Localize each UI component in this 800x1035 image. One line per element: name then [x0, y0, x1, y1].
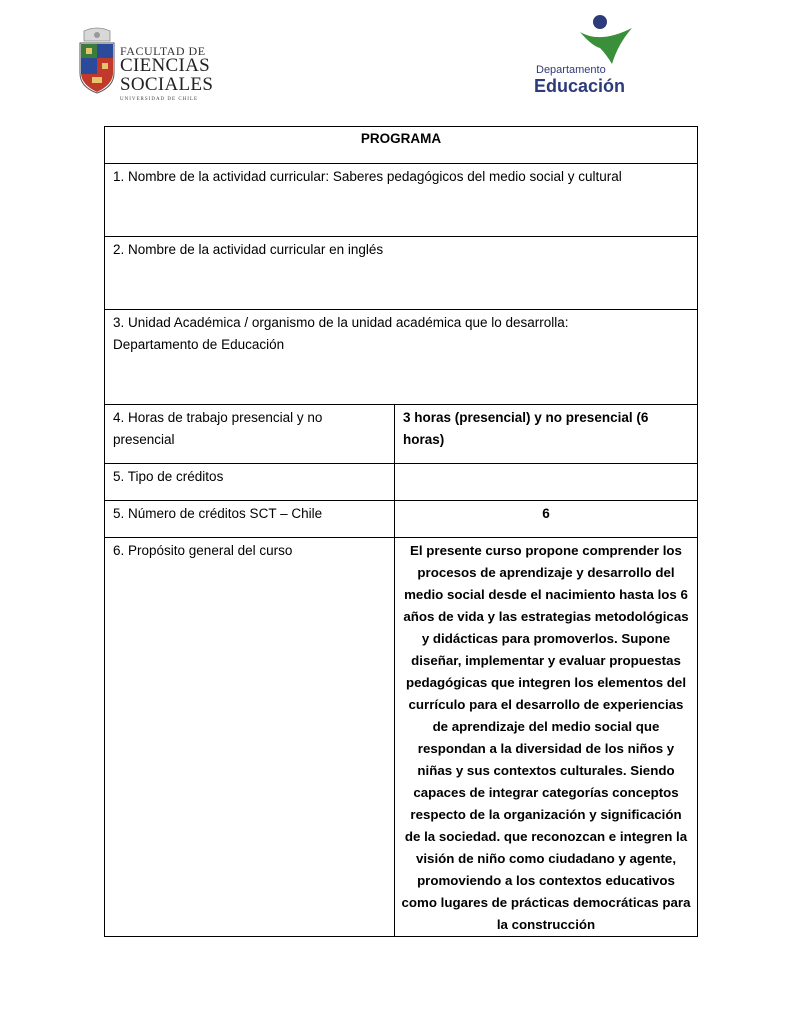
- hours-label: 4. Horas de trabajo presencial y no presencial: [105, 405, 395, 464]
- faculty-logo: [78, 27, 218, 102]
- table-row: [105, 464, 698, 501]
- faculty-logo-line1: FACULTAD DE: [120, 44, 206, 58]
- credits-value: 6: [395, 501, 698, 538]
- table-row: [105, 405, 698, 464]
- faculty-logo-line3: SOCIALES: [120, 74, 214, 95]
- credit-type-label: 5. Tipo de créditos: [105, 464, 395, 501]
- credits-label: 5. Número de créditos SCT – Chile: [105, 501, 395, 538]
- academic-unit-label: 3. Unidad Académica / organismo de la unidad académica que lo desarrolla:: [113, 315, 569, 330]
- department-logo: [530, 14, 645, 96]
- academic-unit-cell: [105, 310, 698, 405]
- person-figure-icon: [570, 14, 640, 66]
- program-table: [104, 126, 698, 937]
- credit-type-value: [395, 464, 698, 501]
- table-row: [105, 164, 698, 237]
- course-name-cell: 1. Nombre de la actividad curricular: Saberes pedagógicos del medio social y cultural: [105, 164, 698, 237]
- academic-unit-value: Departamento de Educación: [113, 337, 285, 352]
- table-row: [105, 538, 698, 937]
- department-logo-line1: Departamento: [536, 64, 606, 76]
- table-row: [105, 127, 698, 164]
- faculty-logo-line2: CIENCIAS: [120, 55, 211, 76]
- table-row: [105, 310, 698, 405]
- hours-value: 3 horas (presencial) y no presencial (6 horas): [395, 405, 698, 464]
- course-name-english-cell: 2. Nombre de la actividad curricular en inglés: [105, 237, 698, 310]
- table-row: [105, 501, 698, 538]
- purpose-label: 6. Propósito general del curso: [105, 538, 395, 937]
- purpose-value: El presente curso propone comprender los procesos de aprendizaje y desarrollo del medio social desde el nacimiento hasta los 6 años de vida y las estrategias metodológicas y didácticas para promoverlos. Supone diseñar, implementar y evaluar propuestas pedagógicas que integren los elementos del currículo para el desarrollo de experiencias de aprendizaje del medio social que respondan a la diversidad de los niños y niñas y sus contextos culturales. Siendo capaces de integrar categorías conceptos respecto de la organización y significación de la sociedad. que reconozcan e integren la visión de niño como ciudadano y agente, promoviendo a los contextos educativos como lugares de prácticas democráticas para la construcción: [395, 538, 698, 937]
- table-row: [105, 237, 698, 310]
- university-shield-icon: [78, 27, 116, 95]
- faculty-logo-line4: UNIVERSIDAD DE CHILE: [120, 97, 199, 102]
- program-header: PROGRAMA: [105, 127, 698, 164]
- department-logo-line2: Educación: [534, 76, 626, 96]
